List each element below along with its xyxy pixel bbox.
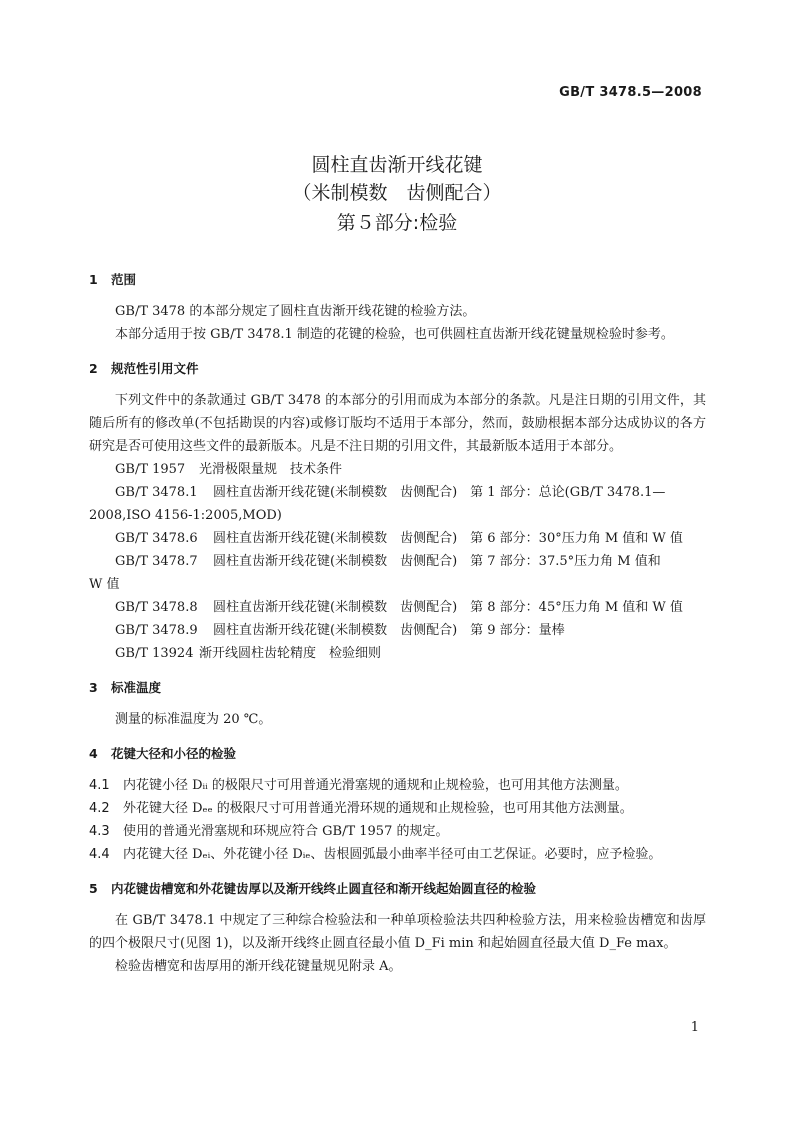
reference-item: GB/T 3478.7 圆柱直齿渐开线花键(米制模数 齿侧配合) 第 7 部分：37.5°压力角 M 值和 W 值 xyxy=(89,554,661,592)
section-1-para-2: 本部分适用于按 GB/T 3478.1 制造的花键的检验，也可供圆柱直齿渐开线花键量规检验时参考。 xyxy=(115,327,674,342)
section-1-para-1: GB/T 3478 的本部分规定了圆柱直齿渐开线花键的检验方法。 xyxy=(115,304,476,319)
reference-item: GB/T 13924 渐开线圆柱齿轮精度 检验细则 xyxy=(115,646,382,661)
section-2-heading: 2 规范性引用文件 xyxy=(89,361,199,376)
clause-4-2: 4.2 外花键大径 Dₑₑ 的极限尺寸可用普通光滑环规的通规和止规检验，也可用其他方法测量。 xyxy=(89,801,633,816)
reference-item: GB/T 3478.1 圆柱直齿渐开线花键(米制模数 齿侧配合) 第 1 部分：总论(GB/T 3478.1— 2008,ISO 4156-1:2005,MOD) xyxy=(89,485,666,523)
standard-number: GB/T 3478.5—2008 xyxy=(559,85,702,100)
reference-item: GB/T 1957 光滑极限量规 技术条件 xyxy=(115,462,343,477)
clause-4-4: 4.4 内花键大径 Dₑᵢ、外花键小径 Dᵢₑ、齿根圆弧最小曲率半径可由工艺保证。必要时，应予检验。 xyxy=(89,847,662,862)
title-line-2: （米制模数 齿侧配合） xyxy=(292,182,502,204)
section-5-heading: 5 内花键齿槽宽和外花键齿厚以及渐开线终止圆直径和渐开线起始圆直径的检验 xyxy=(89,881,537,896)
page-number: 1 xyxy=(690,1020,699,1035)
section-5-para-1: 在 GB/T 3478.1 中规定了三种综合检验法和一种单项检验法共四种检验方法，用来检验齿槽宽和齿厚的四个极限尺寸(见图 1)，以及渐开线终止圆直径最小值 D_Fi min 和起始圆直径最大值 D_Fe max。 xyxy=(89,913,706,951)
document-body xyxy=(89,268,706,978)
section-1-heading: 1 范围 xyxy=(89,272,137,287)
section-2-para-1: 下列文件中的条款通过 GB/T 3478 的本部分的引用而成为本部分的条款。凡是注日期的引用文件，其随后所有的修改单(不包括勘误的内容)或修订版均不适用于本部分，然而，鼓励根据本部分达成协议的各方研究是否可使用这些文件的最新版本。凡是不注日期的引用文件，其最新版本适用于本部分。 xyxy=(89,393,706,454)
reference-item: GB/T 3478.9 圆柱直齿渐开线花键(米制模数 齿侧配合) 第 9 部分：量棒 xyxy=(115,623,565,638)
section-5-para-2: 检验齿槽宽和齿厚用的渐开线花键量规见附录 A。 xyxy=(115,959,402,974)
clause-4-3: 4.3 使用的普通光滑塞规和环规应符合 GB/T 1957 的规定。 xyxy=(89,824,449,839)
section-3-heading: 3 标准温度 xyxy=(89,680,162,695)
section-3-para-1: 测量的标准温度为 20 ℃。 xyxy=(115,712,272,727)
reference-item: GB/T 3478.8 圆柱直齿渐开线花键(米制模数 齿侧配合) 第 8 部分：45°压力角 M 值和 W 值 xyxy=(115,600,683,615)
section-4-heading: 4 花键大径和小径的检验 xyxy=(89,746,237,761)
title-line-3: 第５部分:检验 xyxy=(336,212,458,234)
clause-4-1: 4.1 内花键小径 Dᵢᵢ 的极限尺寸可用普通光滑塞规的通规和止规检验，也可用其他方法测量。 xyxy=(89,778,628,793)
title-line-1: 圆柱直齿渐开线花键 xyxy=(311,154,483,176)
reference-item: GB/T 3478.6 圆柱直齿渐开线花键(米制模数 齿侧配合) 第 6 部分：30°压力角 M 值和 W 值 xyxy=(115,531,683,546)
